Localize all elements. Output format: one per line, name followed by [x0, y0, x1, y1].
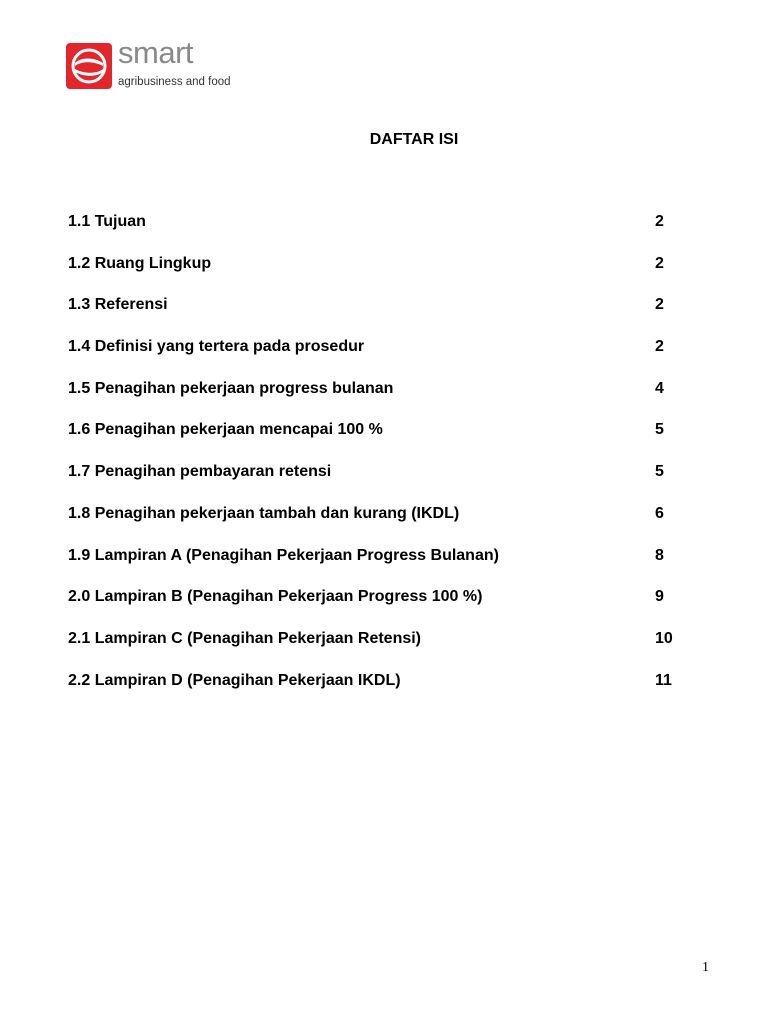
- toc-entry-label: 1.1 Tujuan: [68, 213, 146, 230]
- toc-entry-label: 1.3 Referensi: [68, 296, 168, 314]
- toc-entry-label: 1.6 Penagihan pekerjaan mencapai 100 %: [68, 421, 383, 439]
- toc-entry: [68, 337, 688, 379]
- toc-entry-page: 10: [655, 629, 673, 647]
- toc-entry-label: 1.7 Penagihan pembayaran retensi: [68, 463, 332, 481]
- toc-entry-page: 4: [655, 379, 664, 397]
- toc-entry: [68, 462, 688, 504]
- toc-entry-page: 6: [655, 504, 664, 522]
- toc-entry: [68, 295, 688, 337]
- toc-entry-page: 8: [655, 546, 664, 564]
- toc-entry-page: 5: [655, 421, 664, 439]
- toc-entry: [68, 504, 688, 546]
- company-logo: [66, 35, 266, 93]
- toc-entry-page: 2: [655, 213, 664, 230]
- toc-entry-page: 2: [655, 296, 664, 314]
- toc-entry-label: 2.0 Lampiran B (Penagihan Pekerjaan Progress 100 %): [68, 588, 483, 606]
- toc-entry: [68, 629, 688, 671]
- toc-entry: [68, 587, 688, 629]
- toc-entry-label: 1.8 Penagihan pekerjaan tambah dan kurang (IKDL): [68, 504, 460, 522]
- toc-entry-page: 11: [655, 671, 672, 689]
- toc-entry-label: 2.1 Lampiran C (Penagihan Pekerjaan Retensi): [68, 629, 422, 647]
- page-number: 1: [702, 960, 709, 975]
- logo-tagline: agribusiness and food: [118, 76, 231, 88]
- toc-entry-page: 9: [655, 588, 664, 606]
- toc-entry-page: 2: [655, 338, 664, 356]
- smart-logo-icon: [66, 43, 112, 89]
- toc-entry-label: 1.2 Ruang Lingkup: [68, 254, 212, 272]
- toc-entry-page: 2: [655, 254, 664, 272]
- toc-entry-page: 5: [655, 463, 664, 481]
- toc-entry-label: 1.4 Definisi yang tertera pada prosedur: [68, 338, 365, 356]
- toc-entry: [68, 254, 688, 296]
- table-of-contents: [68, 212, 688, 712]
- toc-entry: [68, 546, 688, 588]
- toc-entry: [68, 379, 688, 421]
- logo-wordmark: smart: [118, 35, 193, 70]
- page-title: DAFTAR ISI: [369, 131, 459, 148]
- toc-entry-label: 1.5 Penagihan pekerjaan progress bulanan: [68, 379, 394, 397]
- toc-entry-label: 1.9 Lampiran A (Penagihan Pekerjaan Progress Bulanan): [68, 546, 499, 564]
- toc-entry: [68, 671, 688, 713]
- toc-entry-label: 2.2 Lampiran D (Penagihan Pekerjaan IKDL): [68, 671, 401, 689]
- toc-entry: [68, 212, 688, 254]
- toc-entry: [68, 420, 688, 462]
